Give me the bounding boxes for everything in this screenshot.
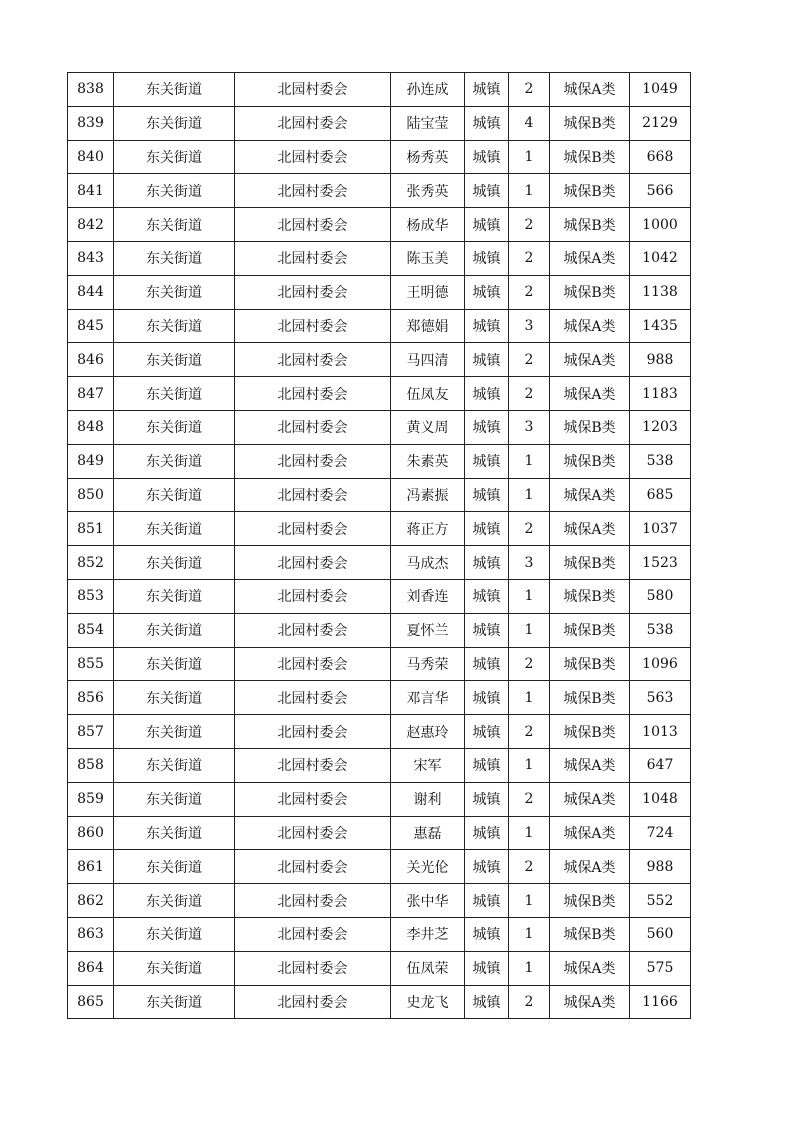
name-cell: 冯素振 — [391, 478, 465, 512]
row-number: 838 — [68, 73, 114, 107]
person-count-cell: 3 — [509, 309, 550, 343]
table-row — [68, 343, 691, 377]
table-row — [68, 174, 691, 208]
street-cell: 东关街道 — [114, 681, 235, 715]
amount-cell: 988 — [630, 850, 691, 884]
household-type-cell: 城镇 — [465, 478, 509, 512]
person-count-cell: 2 — [509, 377, 550, 411]
household-type-cell: 城镇 — [465, 106, 509, 140]
table-row — [68, 985, 691, 1019]
household-type-cell: 城镇 — [465, 613, 509, 647]
name-cell: 陆宝莹 — [391, 106, 465, 140]
table-row — [68, 681, 691, 715]
table-row — [68, 241, 691, 275]
amount-cell: 685 — [630, 478, 691, 512]
person-count-cell: 2 — [509, 241, 550, 275]
household-type-cell: 城镇 — [465, 377, 509, 411]
name-cell: 陈玉美 — [391, 241, 465, 275]
row-number: 862 — [68, 884, 114, 918]
committee-cell: 北园村委会 — [235, 410, 391, 444]
amount-cell: 1013 — [630, 715, 691, 749]
person-count-cell: 1 — [509, 478, 550, 512]
amount-cell: 552 — [630, 884, 691, 918]
household-type-cell: 城镇 — [465, 782, 509, 816]
household-type-cell: 城镇 — [465, 410, 509, 444]
name-cell: 赵惠玲 — [391, 715, 465, 749]
row-number: 858 — [68, 748, 114, 782]
committee-cell: 北园村委会 — [235, 917, 391, 951]
category-cell: 城保B类 — [550, 546, 630, 580]
roster-table — [67, 72, 691, 1019]
committee-cell: 北园村委会 — [235, 816, 391, 850]
committee-cell: 北园村委会 — [235, 343, 391, 377]
amount-cell: 2129 — [630, 106, 691, 140]
amount-cell: 538 — [630, 444, 691, 478]
category-cell: 城保A类 — [550, 309, 630, 343]
category-cell: 城保B类 — [550, 174, 630, 208]
household-type-cell: 城镇 — [465, 850, 509, 884]
category-cell: 城保A类 — [550, 850, 630, 884]
row-number: 843 — [68, 241, 114, 275]
person-count-cell: 1 — [509, 174, 550, 208]
category-cell: 城保B类 — [550, 579, 630, 613]
name-cell: 孙连成 — [391, 73, 465, 107]
category-cell: 城保B类 — [550, 208, 630, 242]
row-number: 854 — [68, 613, 114, 647]
name-cell: 史龙飞 — [391, 985, 465, 1019]
person-count-cell: 2 — [509, 985, 550, 1019]
category-cell: 城保A类 — [550, 241, 630, 275]
street-cell: 东关街道 — [114, 782, 235, 816]
name-cell: 李井芝 — [391, 917, 465, 951]
person-count-cell: 2 — [509, 275, 550, 309]
amount-cell: 1048 — [630, 782, 691, 816]
committee-cell: 北园村委会 — [235, 208, 391, 242]
category-cell: 城保A类 — [550, 985, 630, 1019]
household-type-cell: 城镇 — [465, 140, 509, 174]
amount-cell: 575 — [630, 951, 691, 985]
street-cell: 东关街道 — [114, 748, 235, 782]
category-cell: 城保A类 — [550, 748, 630, 782]
table-row — [68, 208, 691, 242]
row-number: 851 — [68, 512, 114, 546]
row-number: 845 — [68, 309, 114, 343]
committee-cell: 北园村委会 — [235, 782, 391, 816]
household-type-cell: 城镇 — [465, 174, 509, 208]
row-number: 841 — [68, 174, 114, 208]
name-cell: 宋军 — [391, 748, 465, 782]
category-cell: 城保A类 — [550, 377, 630, 411]
person-count-cell: 1 — [509, 681, 550, 715]
amount-cell: 1042 — [630, 241, 691, 275]
name-cell: 王明德 — [391, 275, 465, 309]
street-cell: 东关街道 — [114, 951, 235, 985]
committee-cell: 北园村委会 — [235, 546, 391, 580]
category-cell: 城保B类 — [550, 681, 630, 715]
street-cell: 东关街道 — [114, 715, 235, 749]
name-cell: 张秀英 — [391, 174, 465, 208]
committee-cell: 北园村委会 — [235, 377, 391, 411]
person-count-cell: 1 — [509, 816, 550, 850]
person-count-cell: 1 — [509, 140, 550, 174]
person-count-cell: 3 — [509, 546, 550, 580]
table-row — [68, 613, 691, 647]
person-count-cell: 1 — [509, 748, 550, 782]
category-cell: 城保B类 — [550, 444, 630, 478]
amount-cell: 560 — [630, 917, 691, 951]
name-cell: 夏怀兰 — [391, 613, 465, 647]
row-number: 865 — [68, 985, 114, 1019]
name-cell: 蒋正方 — [391, 512, 465, 546]
name-cell: 郑德娟 — [391, 309, 465, 343]
street-cell: 东关街道 — [114, 377, 235, 411]
committee-cell: 北园村委会 — [235, 512, 391, 546]
table-row — [68, 478, 691, 512]
committee-cell: 北园村委会 — [235, 681, 391, 715]
name-cell: 杨秀英 — [391, 140, 465, 174]
street-cell: 东关街道 — [114, 410, 235, 444]
row-number: 857 — [68, 715, 114, 749]
name-cell: 关光伦 — [391, 850, 465, 884]
row-number: 856 — [68, 681, 114, 715]
person-count-cell: 2 — [509, 850, 550, 884]
name-cell: 马四清 — [391, 343, 465, 377]
name-cell: 伍凤友 — [391, 377, 465, 411]
person-count-cell: 2 — [509, 715, 550, 749]
street-cell: 东关街道 — [114, 647, 235, 681]
row-number: 861 — [68, 850, 114, 884]
table-row — [68, 850, 691, 884]
committee-cell: 北园村委会 — [235, 613, 391, 647]
table-row — [68, 951, 691, 985]
committee-cell: 北园村委会 — [235, 140, 391, 174]
household-type-cell: 城镇 — [465, 579, 509, 613]
table-row — [68, 579, 691, 613]
table-row — [68, 140, 691, 174]
street-cell: 东关街道 — [114, 444, 235, 478]
table-row — [68, 106, 691, 140]
amount-cell: 647 — [630, 748, 691, 782]
amount-cell: 724 — [630, 816, 691, 850]
category-cell: 城保B类 — [550, 715, 630, 749]
table-row — [68, 73, 691, 107]
household-type-cell: 城镇 — [465, 917, 509, 951]
amount-cell: 1138 — [630, 275, 691, 309]
street-cell: 东关街道 — [114, 985, 235, 1019]
street-cell: 东关街道 — [114, 73, 235, 107]
street-cell: 东关街道 — [114, 816, 235, 850]
row-number: 846 — [68, 343, 114, 377]
category-cell: 城保B类 — [550, 410, 630, 444]
committee-cell: 北园村委会 — [235, 951, 391, 985]
household-type-cell: 城镇 — [465, 208, 509, 242]
row-number: 860 — [68, 816, 114, 850]
row-number: 842 — [68, 208, 114, 242]
amount-cell: 538 — [630, 613, 691, 647]
category-cell: 城保A类 — [550, 343, 630, 377]
row-number: 852 — [68, 546, 114, 580]
street-cell: 东关街道 — [114, 478, 235, 512]
committee-cell: 北园村委会 — [235, 174, 391, 208]
row-number: 864 — [68, 951, 114, 985]
committee-cell: 北园村委会 — [235, 715, 391, 749]
name-cell: 黄义周 — [391, 410, 465, 444]
table-row — [68, 444, 691, 478]
row-number: 839 — [68, 106, 114, 140]
street-cell: 东关街道 — [114, 309, 235, 343]
committee-cell: 北园村委会 — [235, 850, 391, 884]
committee-cell: 北园村委会 — [235, 478, 391, 512]
committee-cell: 北园村委会 — [235, 444, 391, 478]
category-cell: 城保A类 — [550, 478, 630, 512]
committee-cell: 北园村委会 — [235, 309, 391, 343]
amount-cell: 668 — [630, 140, 691, 174]
person-count-cell: 2 — [509, 73, 550, 107]
committee-cell: 北园村委会 — [235, 884, 391, 918]
amount-cell: 1037 — [630, 512, 691, 546]
table-row — [68, 377, 691, 411]
table-row — [68, 275, 691, 309]
amount-cell: 566 — [630, 174, 691, 208]
household-type-cell: 城镇 — [465, 715, 509, 749]
street-cell: 东关街道 — [114, 140, 235, 174]
household-type-cell: 城镇 — [465, 309, 509, 343]
category-cell: 城保A类 — [550, 816, 630, 850]
street-cell: 东关街道 — [114, 546, 235, 580]
committee-cell: 北园村委会 — [235, 579, 391, 613]
table-row — [68, 309, 691, 343]
name-cell: 伍凤荣 — [391, 951, 465, 985]
category-cell: 城保A类 — [550, 73, 630, 107]
person-count-cell: 2 — [509, 208, 550, 242]
amount-cell: 1523 — [630, 546, 691, 580]
household-type-cell: 城镇 — [465, 816, 509, 850]
household-type-cell: 城镇 — [465, 546, 509, 580]
amount-cell: 988 — [630, 343, 691, 377]
name-cell: 杨成华 — [391, 208, 465, 242]
street-cell: 东关街道 — [114, 917, 235, 951]
amount-cell: 1166 — [630, 985, 691, 1019]
street-cell: 东关街道 — [114, 884, 235, 918]
street-cell: 东关街道 — [114, 512, 235, 546]
category-cell: 城保A类 — [550, 782, 630, 816]
name-cell: 马秀荣 — [391, 647, 465, 681]
committee-cell: 北园村委会 — [235, 985, 391, 1019]
amount-cell: 1435 — [630, 309, 691, 343]
person-count-cell: 1 — [509, 917, 550, 951]
category-cell: 城保B类 — [550, 613, 630, 647]
category-cell: 城保B类 — [550, 106, 630, 140]
committee-cell: 北园村委会 — [235, 241, 391, 275]
table-row — [68, 917, 691, 951]
household-type-cell: 城镇 — [465, 241, 509, 275]
name-cell: 刘香连 — [391, 579, 465, 613]
amount-cell: 1096 — [630, 647, 691, 681]
table-row — [68, 748, 691, 782]
household-type-cell: 城镇 — [465, 343, 509, 377]
street-cell: 东关街道 — [114, 850, 235, 884]
amount-cell: 580 — [630, 579, 691, 613]
street-cell: 东关街道 — [114, 343, 235, 377]
street-cell: 东关街道 — [114, 275, 235, 309]
person-count-cell: 2 — [509, 782, 550, 816]
name-cell: 谢利 — [391, 782, 465, 816]
name-cell: 惠磊 — [391, 816, 465, 850]
street-cell: 东关街道 — [114, 174, 235, 208]
name-cell: 朱素英 — [391, 444, 465, 478]
street-cell: 东关街道 — [114, 208, 235, 242]
name-cell: 邓言华 — [391, 681, 465, 715]
table-row — [68, 884, 691, 918]
amount-cell: 1183 — [630, 377, 691, 411]
committee-cell: 北园村委会 — [235, 647, 391, 681]
household-type-cell: 城镇 — [465, 73, 509, 107]
row-number: 850 — [68, 478, 114, 512]
category-cell: 城保B类 — [550, 647, 630, 681]
person-count-cell: 1 — [509, 613, 550, 647]
table-row — [68, 512, 691, 546]
household-type-cell: 城镇 — [465, 647, 509, 681]
category-cell: 城保B类 — [550, 884, 630, 918]
amount-cell: 563 — [630, 681, 691, 715]
street-cell: 东关街道 — [114, 241, 235, 275]
amount-cell: 1203 — [630, 410, 691, 444]
person-count-cell: 2 — [509, 647, 550, 681]
row-number: 853 — [68, 579, 114, 613]
table-row — [68, 647, 691, 681]
household-type-cell: 城镇 — [465, 681, 509, 715]
person-count-cell: 1 — [509, 579, 550, 613]
row-number: 848 — [68, 410, 114, 444]
household-type-cell: 城镇 — [465, 748, 509, 782]
committee-cell: 北园村委会 — [235, 275, 391, 309]
person-count-cell: 3 — [509, 410, 550, 444]
row-number: 855 — [68, 647, 114, 681]
street-cell: 东关街道 — [114, 613, 235, 647]
row-number: 847 — [68, 377, 114, 411]
category-cell: 城保B类 — [550, 917, 630, 951]
category-cell: 城保A类 — [550, 512, 630, 546]
row-number: 844 — [68, 275, 114, 309]
table-row — [68, 546, 691, 580]
person-count-cell: 1 — [509, 884, 550, 918]
street-cell: 东关街道 — [114, 579, 235, 613]
household-type-cell: 城镇 — [465, 512, 509, 546]
person-count-cell: 1 — [509, 951, 550, 985]
roster-body — [68, 73, 691, 1019]
category-cell: 城保B类 — [550, 275, 630, 309]
committee-cell: 北园村委会 — [235, 106, 391, 140]
amount-cell: 1000 — [630, 208, 691, 242]
category-cell: 城保B类 — [550, 140, 630, 174]
row-number: 849 — [68, 444, 114, 478]
table-row — [68, 715, 691, 749]
person-count-cell: 1 — [509, 444, 550, 478]
household-type-cell: 城镇 — [465, 275, 509, 309]
table-row — [68, 782, 691, 816]
name-cell: 张中华 — [391, 884, 465, 918]
amount-cell: 1049 — [630, 73, 691, 107]
person-count-cell: 2 — [509, 343, 550, 377]
table-row — [68, 410, 691, 444]
committee-cell: 北园村委会 — [235, 73, 391, 107]
street-cell: 东关街道 — [114, 106, 235, 140]
row-number: 859 — [68, 782, 114, 816]
household-type-cell: 城镇 — [465, 444, 509, 478]
person-count-cell: 4 — [509, 106, 550, 140]
row-number: 863 — [68, 917, 114, 951]
table-row — [68, 816, 691, 850]
committee-cell: 北园村委会 — [235, 748, 391, 782]
household-type-cell: 城镇 — [465, 884, 509, 918]
row-number: 840 — [68, 140, 114, 174]
household-type-cell: 城镇 — [465, 951, 509, 985]
category-cell: 城保A类 — [550, 951, 630, 985]
name-cell: 马成杰 — [391, 546, 465, 580]
person-count-cell: 2 — [509, 512, 550, 546]
household-type-cell: 城镇 — [465, 985, 509, 1019]
